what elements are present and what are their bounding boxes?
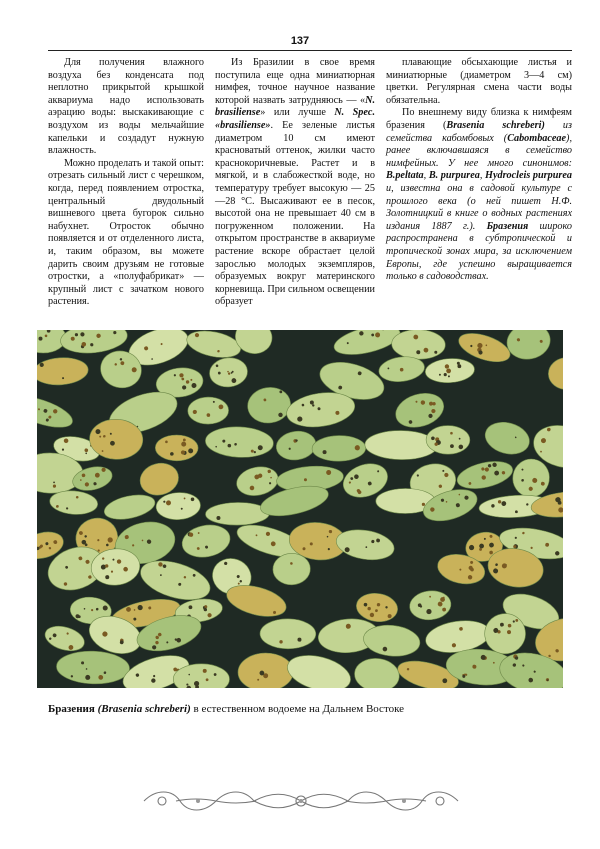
- leaf: [260, 619, 316, 649]
- brasenia-photo: [37, 330, 563, 688]
- header-rule: [48, 50, 572, 51]
- text-column-3: [386, 57, 572, 284]
- text-column-2: [215, 57, 375, 309]
- paragraph: Из Бразилии в свое время поступила еще одна миниатюрная нимфея, точное научное название которой назвать затрудняюсь — «N. brasiliense» или лучше N. Spec. «brasiliense». Ее зеленые листья диаметром 10 см имеют красноватый оттенок, жилки часто краснокоричневые. Растет и в мягкой, и в слабожесткой воде, но температуру требует высокую — 25—28 °С. Высаживают ее в песок, высотой она не превышает 40 см в погруженном положении. На открытом пространстве в аквариуме растение вскоре обрастает целой зарослью молодых экземпляров, образуемых вокруг материнского корневища. При сильном освещении образует: [215, 57, 375, 308]
- caption-name: Бразения: [48, 703, 95, 715]
- figure-caption: [48, 703, 572, 715]
- caption-text: в естественном водоеме на Дальнем Востоке: [190, 703, 405, 715]
- paragraph: Для получения влажного воздуха без конденсата под неплотно прикрытой крышкой аквариума надо использовать аэрацию воды: выскакивающие с воздухом из воды мельчайшие капельки и создадут нужную влажность.: [48, 57, 204, 157]
- leaf: [188, 397, 229, 425]
- page-number: 137: [290, 35, 310, 47]
- water-lily-leaves-illustration: [37, 330, 563, 688]
- paragraph: Можно проделать и такой опыт: отрезать сильный лист с черешком, когда, перед появлением отростка, центральный двудольный вишневого цвета бугорок сильно набухнет. Отросток обычно появляется и от отделенного листа, и, таким образом, вы можете дарить своим друзьям не готовые отростки, а «полуфабрикат» — крупный лист с зачатком нового растения.: [48, 157, 204, 308]
- caption-latin: (Brasenia schreberi): [97, 703, 191, 715]
- decorative-ornament: [136, 786, 466, 816]
- paragraph: плавающие обсыхающие листья и миниатюрные (диаметром 3—4 см) цветки. Регулярная смена части воды обязательна.: [386, 57, 572, 106]
- paragraph: По внешнему виду близка к нимфеям бразения (Brasenia schreberi) из семейства кабомбовых (Cabombaceae), ранее включавшаяся в семейство нимфейных. У нее много синонимов: B.peltata, B. purpurea, Hydrocleis purpurea и, известна она в садовой культуре с прошлого века (о ней пишет Н.Ф. Золотницкий в книге о водных растениях издания 1887 г.). Бразения широко распространена в субтропической и тропической зонах мира, за исключением Европы, где успешно выращивается только в садоводствах.: [386, 107, 573, 283]
- leaf: [426, 425, 470, 454]
- text-column-1: [48, 57, 204, 309]
- leaf: [155, 435, 198, 461]
